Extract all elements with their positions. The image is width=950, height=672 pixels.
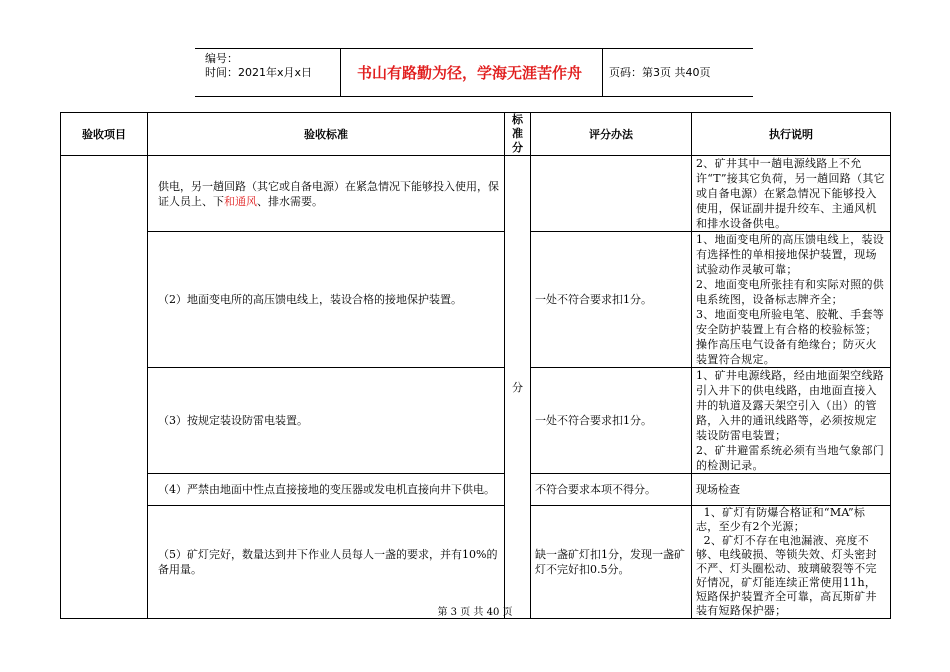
col-header-method: 评分办法 <box>531 113 692 156</box>
table-header-row <box>61 113 891 156</box>
col-header-score-text: 标准分 <box>512 113 523 154</box>
table-row <box>61 156 891 232</box>
method-cell: 一处不符合要求扣1分。 <box>531 232 692 368</box>
standard-cell <box>148 156 505 232</box>
method-cell: 不符合要求本项不得分。 <box>531 474 692 506</box>
score-cell <box>505 156 531 619</box>
score-value: 分 <box>512 380 523 394</box>
method-cell: 缺一盏矿灯扣1分，发现一盏矿灯不完好扣0.5分。 <box>531 506 692 619</box>
table-row <box>61 506 891 619</box>
method-cell <box>531 156 692 232</box>
standard-cell: （2）地面变电所的高压馈电线上，装设合格的接地保护装置。 <box>148 232 505 368</box>
notes-cell: 2、矿井其中一趟电源线路上不允许“T”接其它负荷，另一趟回路（其它或自备电源）在紧急情况下能够投入使用，保证副井提升绞车、主通风机和排水设备供电。 <box>692 156 891 232</box>
doc-number-label: 编号： <box>205 52 238 65</box>
header-motto: 书山有路勤为径，学海无涯苦作舟 <box>356 63 582 82</box>
header-divider <box>602 48 603 96</box>
table-row <box>61 232 891 368</box>
doc-time-label: 时间：2021年x月x日 <box>205 66 313 79</box>
standard-cell: （3）按规定装设防雷电装置。 <box>148 368 505 474</box>
standard-text: 供电，另一趟回路（其它或自备电源）在紧急情况下能够投入使用，保证人员上、下 <box>158 179 499 208</box>
item-cell <box>61 156 148 619</box>
standard-text: 、排水需要。 <box>257 194 323 208</box>
col-header-standard: 验收标准 <box>148 113 505 156</box>
method-cell: 一处不符合要求扣1分。 <box>531 368 692 474</box>
notes-cell: 1、地面变电所的高压馈电线上，装设有选择性的单相接地保护装置，现场试验动作灵敏可靠； 2、地面变电所张挂有和实际对照的供电系统图，设备标志牌齐全； 3、地面变电所验电笔、胶靴、手套等安全防护装置上有合格的校验标签；操作高压电气设备有绝缘台；防灭火装置符合规定。 <box>692 232 891 368</box>
notes-cell: 1、矿灯有防爆合格证和“MA”标志，至少有2个光源； 2、矿灯不存在电池漏液、亮度不够、电线破损、等锁失效、灯头密封不严、灯头圈松动、玻璃破裂等不完好情况，矿灯能连续正常使用11h，短路保护装置齐全可靠，高瓦斯矿井装有短路保护器； <box>692 506 891 619</box>
standard-text-highlight: 和通风 <box>224 194 257 208</box>
notes-cell: 现场检查 <box>692 474 891 506</box>
footer-page-number: 第 3 页 共 40 页 <box>437 607 513 618</box>
header-bottom-line <box>195 96 753 97</box>
notes-cell: 1、矿井电源线路，经由地面架空线路引入井下的供电线路，由地面直接入井的轨道及露天架空引入（出）的管路，入井的通讯线路等，必须按规定装设防雷电装置； 2、矿井避雷系统必须有当地气象部门的检测记录。 <box>692 368 891 474</box>
col-header-item: 验收项目 <box>61 113 148 156</box>
acceptance-table <box>60 112 891 619</box>
table-row <box>61 474 891 506</box>
col-header-notes: 执行说明 <box>692 113 891 156</box>
standard-cell: （4）严禁由地面中性点直接接地的变压器或发电机直接向井下供电。 <box>148 474 505 506</box>
table-row <box>61 368 891 474</box>
header-page-number: 页码：第3页 共40页 <box>609 66 711 79</box>
col-header-score <box>505 113 531 156</box>
header-info <box>205 52 312 80</box>
standard-cell: （5）矿灯完好，数量达到井下作业人员每人一盏的要求，并有10%的备用量。 <box>148 506 505 619</box>
